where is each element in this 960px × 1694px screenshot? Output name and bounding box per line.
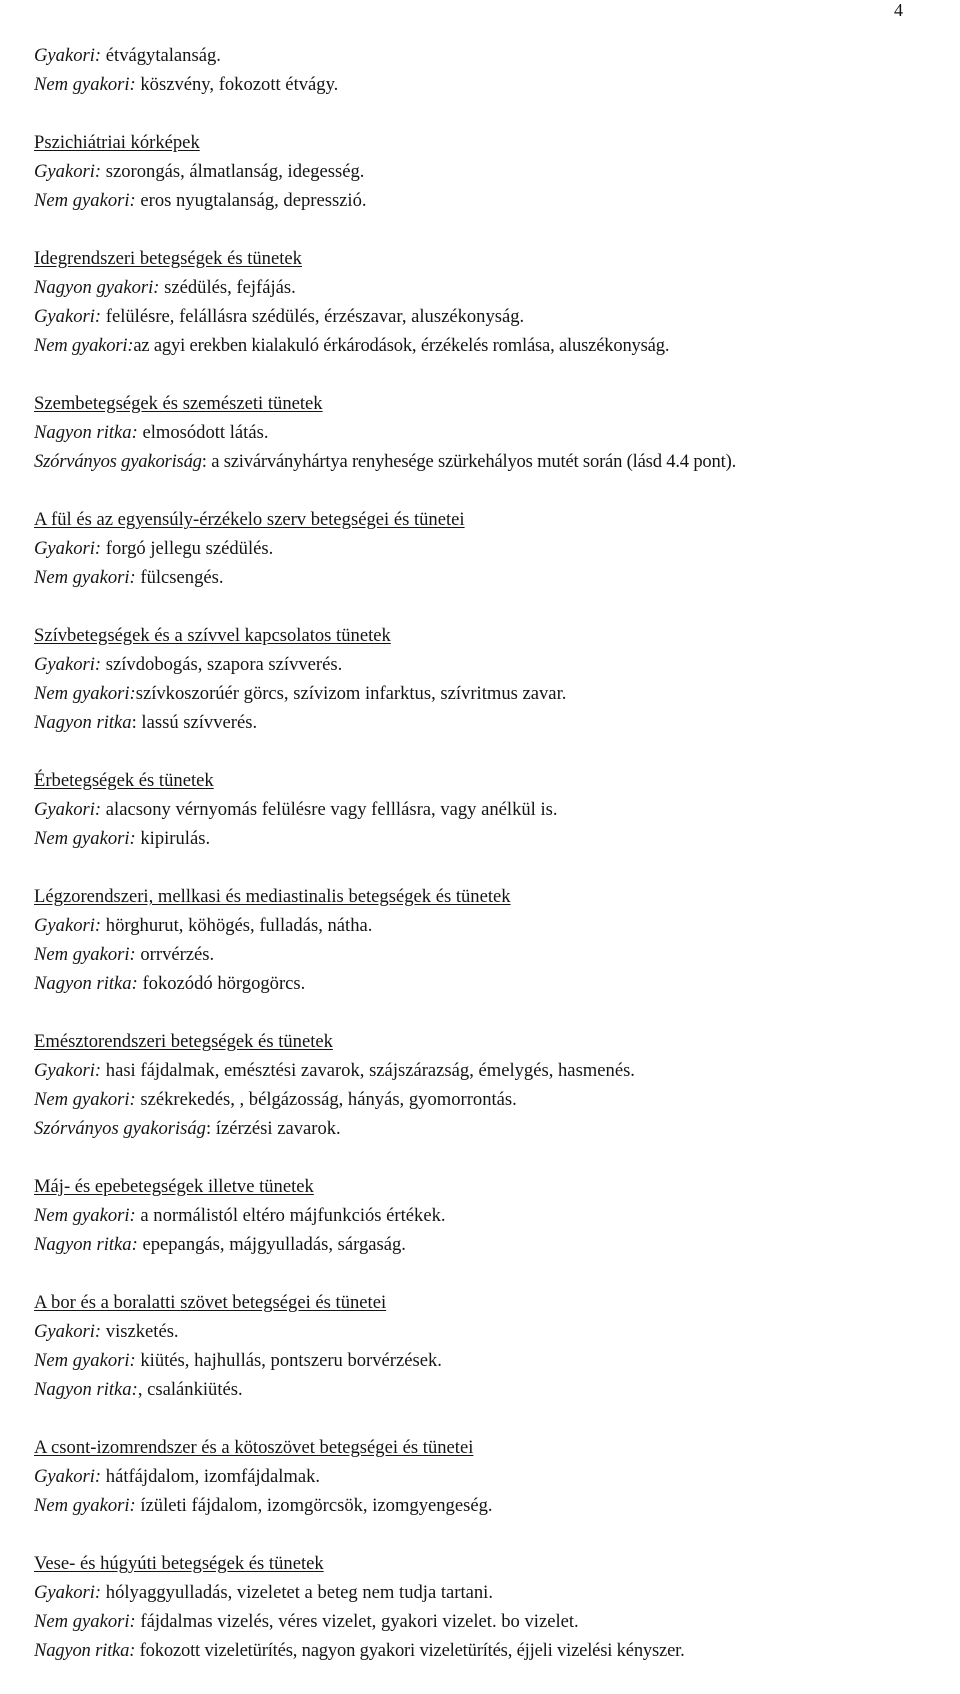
section-heading: Emésztorendszeri betegségek és tünetek [34, 1031, 333, 1052]
section-hepatobiliary [34, 1172, 954, 1259]
line-text: hasi fájdalmak, emésztési zavarok, szájszárazság, émelygés, hasmenés. [101, 1060, 635, 1081]
section-psychiatric [34, 128, 954, 215]
frequency-label: Gyakori: [34, 1060, 102, 1081]
line-text: fokozódó hörgogörcs. [137, 973, 306, 994]
line-text: szédülés, fejfájás. [159, 277, 296, 298]
frequency-label: Gyakori: [34, 1321, 102, 1342]
line-text: hörghurut, köhögés, fulladás, nátha. [101, 915, 373, 936]
section-skin [34, 1288, 954, 1404]
section-gastrointestinal [34, 1027, 954, 1143]
section-nervous-system [34, 244, 954, 360]
frequency-label: Nagyon ritka: [34, 973, 138, 994]
line-text: fülcsengés. [135, 567, 224, 588]
line-text: forgó jellegu szédülés. [101, 538, 274, 559]
section-heading: Máj- és epebetegségek illetve tünetek [34, 1176, 314, 1197]
line-text: felülésre, felállásra szédülés, érzészavar, aluszékonyság. [101, 306, 525, 327]
line [34, 418, 954, 447]
line [34, 563, 954, 592]
line [34, 1375, 954, 1404]
line-text: étvágytalanság. [101, 45, 221, 66]
frequency-label: Nem gyakori: [34, 1089, 136, 1110]
section-heading: A csont-izomrendszer és a kötoszövet betegségei és tünetei [34, 1437, 474, 1458]
frequency-label: Nem gyakori: [34, 190, 136, 211]
section-heading: Idegrendszeri betegségek és tünetek [34, 248, 302, 269]
line-text: : a szivárványhártya renyhesége szürkehályos mutét során (lásd 4.4 pont). [201, 451, 737, 472]
line-text: fokozott vizeletürítés, nagyon gyakori vizeletürítés, éjjeli vizelési kényszer. [135, 1640, 685, 1661]
frequency-label: Nem gyakori: [34, 74, 136, 95]
line-text: szívkoszorúér görcs, szívizom infarktus, szívritmus zavar. [135, 683, 567, 704]
line-text: eros nyugtalanság, depresszió. [135, 190, 367, 211]
line-text: : ízérzési zavarok. [205, 1118, 341, 1139]
section-ear [34, 505, 954, 592]
line-text: székrekedés, , bélgázosság, hányás, gyomorrontás. [135, 1089, 517, 1110]
section-metabolism [34, 41, 954, 99]
frequency-label: Nagyon ritka: [34, 1379, 138, 1400]
line [34, 1056, 954, 1085]
line [34, 70, 954, 99]
frequency-label: Gyakori: [34, 799, 102, 820]
section-renal [34, 1549, 954, 1665]
frequency-label: Gyakori: [34, 161, 102, 182]
frequency-label: Nem gyakori: [34, 828, 136, 849]
section-musculoskeletal [34, 1433, 954, 1520]
line-text: az agyi erekben kialakuló érkárodások, érzékelés romlása, aluszékonyság. [133, 335, 670, 356]
line [34, 1491, 954, 1520]
line-text: epepangás, májgyulladás, sárgaság. [137, 1234, 406, 1255]
line-text: szívdobogás, szapora szívverés. [101, 654, 343, 675]
line [34, 41, 954, 70]
section-heading: Szívbetegségek és a szívvel kapcsolatos tünetek [34, 625, 391, 646]
frequency-label: Gyakori: [34, 45, 102, 66]
line-text: szorongás, álmatlanság, idegesség. [101, 161, 365, 182]
line [34, 708, 954, 737]
frequency-label: Gyakori: [34, 306, 102, 327]
line-text: a normálistól eltéro májfunkciós értékek. [135, 1205, 446, 1226]
line-text: alacsony vérnyomás felülésre vagy felllásra, vagy anélkül is. [101, 799, 558, 820]
frequency-label: Nem gyakori: [34, 1350, 136, 1371]
line [34, 1578, 954, 1607]
line [34, 1607, 954, 1636]
section-heading: Pszichiátriai kórképek [34, 132, 200, 153]
line [34, 1230, 954, 1259]
line [34, 940, 954, 969]
frequency-label: Nagyon ritka: [34, 422, 138, 443]
line [34, 273, 954, 302]
frequency-label: Gyakori: [34, 1582, 102, 1603]
line [34, 679, 954, 708]
line [34, 795, 954, 824]
line-text: hátfájdalom, izomfájdalmak. [101, 1466, 321, 1487]
line [34, 650, 954, 679]
document-body [34, 41, 954, 1694]
frequency-label: Nem gyakori: [34, 944, 136, 965]
frequency-label: Nagyon ritka [34, 712, 132, 733]
frequency-label: Gyakori: [34, 1466, 102, 1487]
section-eye [34, 389, 954, 476]
line [34, 969, 954, 998]
section-heading: Szembetegségek és szemészeti tünetek [34, 393, 323, 414]
line [34, 331, 954, 360]
line [34, 186, 954, 215]
frequency-label: Szórványos gyakoriság [34, 451, 202, 472]
section-heading: A bor és a boralatti szövet betegségei és tünetei [34, 1292, 387, 1313]
section-heading: Érbetegségek és tünetek [34, 770, 214, 791]
line [34, 824, 954, 853]
frequency-label: Nagyon gyakori: [34, 277, 160, 298]
line [34, 1346, 954, 1375]
frequency-label: Nem gyakori: [34, 683, 136, 704]
line-text: köszvény, fokozott étvágy. [135, 74, 339, 95]
section-heading: Vese- és húgyúti betegségek és tünetek [34, 1553, 324, 1574]
line-text: kiütés, hajhullás, pontszeru borvérzések. [135, 1350, 442, 1371]
frequency-label: Gyakori: [34, 915, 102, 936]
line [34, 1114, 954, 1143]
frequency-label: Gyakori: [34, 654, 102, 675]
frequency-label: Nagyon ritka: [34, 1234, 138, 1255]
line-text: viszketés. [101, 1321, 179, 1342]
frequency-label: Gyakori: [34, 538, 102, 559]
line [34, 1462, 954, 1491]
line-text: kipirulás. [135, 828, 211, 849]
frequency-label: Szórványos gyakoriság [34, 1118, 206, 1139]
line [34, 157, 954, 186]
line-text: : lassú szívverés. [131, 712, 258, 733]
line-text: hólyaggyulladás, vizeletet a beteg nem tudja tartani. [101, 1582, 494, 1603]
line [34, 302, 954, 331]
page-number: 4 [894, 0, 903, 20]
line [34, 1085, 954, 1114]
line [34, 1317, 954, 1346]
line-text: ízületi fájdalom, izomgörcsök, izomgyengeség. [135, 1495, 493, 1516]
line-text: elmosódott látás. [137, 422, 269, 443]
section-vascular [34, 766, 954, 853]
section-respiratory [34, 882, 954, 998]
line-text: orrvérzés. [135, 944, 215, 965]
frequency-label: Nem gyakori: [34, 335, 134, 356]
line [34, 911, 954, 940]
line [34, 1201, 954, 1230]
frequency-label: Nem gyakori: [34, 1205, 136, 1226]
line [34, 447, 954, 476]
frequency-label: Nem gyakori: [34, 567, 136, 588]
line-text: fájdalmas vizelés, véres vizelet, gyakori vizelet. bo vizelet. [135, 1611, 579, 1632]
section-cardiac [34, 621, 954, 737]
frequency-label: Nagyon ritka: [34, 1640, 136, 1661]
section-heading: Légzorendszeri, mellkasi és mediastinalis betegségek és tünetek [34, 886, 511, 907]
section-heading: A fül és az egyensúly-érzékelo szerv betegségei és tünetei [34, 509, 465, 530]
line [34, 1636, 954, 1665]
frequency-label: Nem gyakori: [34, 1611, 136, 1632]
frequency-label: Nem gyakori: [34, 1495, 136, 1516]
line-text: , csalánkiütés. [137, 1379, 243, 1400]
line [34, 534, 954, 563]
